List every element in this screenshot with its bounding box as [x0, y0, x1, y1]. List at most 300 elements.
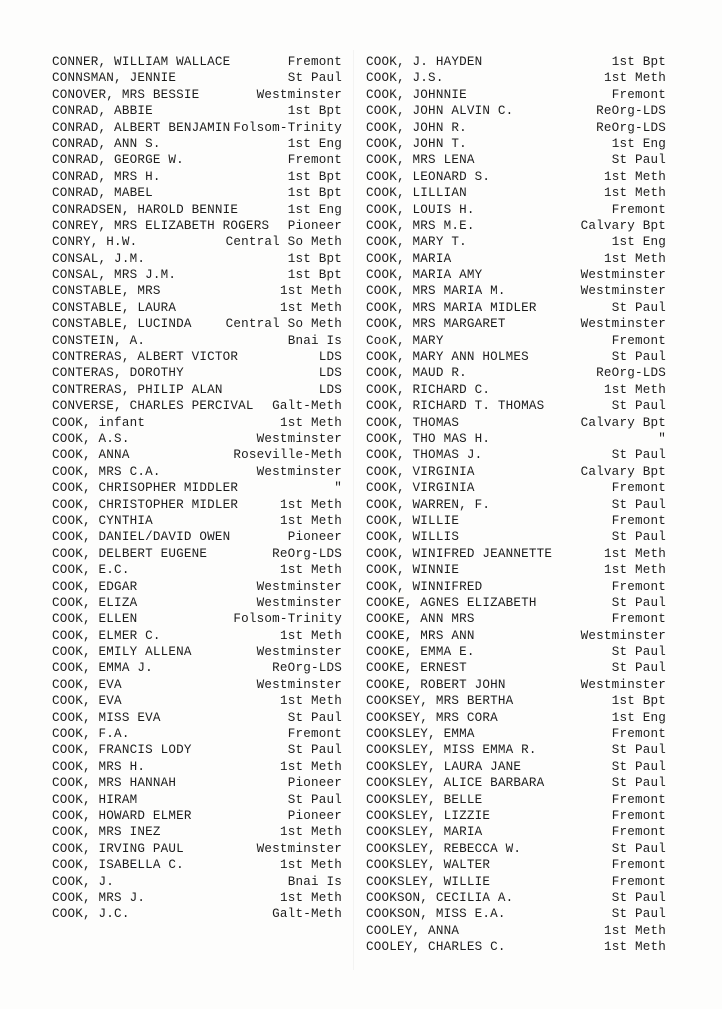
list-item	[366, 202, 666, 218]
list-item	[52, 890, 342, 906]
entry-church: ReOrg-LDS	[596, 104, 666, 119]
entry-name: COOK, JOHN ALVIN C.	[366, 104, 514, 119]
entry-name: COOK, VIRGINIA	[366, 481, 475, 496]
entry-name: COOK, MRS MARIA MIDLER	[366, 300, 537, 315]
list-item	[366, 677, 666, 693]
list-item	[52, 283, 342, 299]
entry-name: CONRAD, MABEL	[52, 186, 153, 201]
entry-church: St Paul	[611, 645, 666, 660]
entry-church: St Paul	[611, 890, 666, 905]
entry-name: COOK, VIRGINIA	[366, 464, 475, 479]
entry-name: COOK, MRS INEZ	[52, 825, 161, 840]
entry-church: 1st Bpt	[287, 169, 342, 184]
entry-church: 1st Eng	[287, 202, 342, 217]
entry-name: COOK, MRS H.	[52, 759, 146, 774]
list-item	[366, 283, 666, 299]
list-item	[366, 546, 666, 562]
entry-church: Fremont	[611, 858, 666, 873]
list-item	[366, 185, 666, 201]
entry-church: St Paul	[611, 350, 666, 365]
entry-church: 1st Meth	[603, 169, 666, 184]
entry-church: Pioneer	[287, 776, 342, 791]
entry-name: COOK, LILLIAN	[366, 186, 467, 201]
list-item	[366, 906, 666, 922]
entry-name: COOK, CYNTHIA	[52, 513, 153, 528]
entry-name: COOK, infant	[52, 415, 146, 430]
list-item	[366, 218, 666, 234]
entry-church: Westminster	[580, 628, 666, 643]
list-item	[366, 447, 666, 463]
list-item	[52, 431, 342, 447]
entry-name: COOK, WINNIFRED	[366, 579, 483, 594]
entry-name: COOKE, ROBERT JOHN	[366, 677, 506, 692]
list-item	[366, 120, 666, 136]
entry-name: COOK, FRANCIS LODY	[52, 743, 192, 758]
entry-name: COOKE, ERNEST	[366, 661, 467, 676]
entry-church: 1st Meth	[279, 563, 342, 578]
list-item	[52, 808, 342, 824]
entry-name: COOK, RICHARD T. THOMAS	[366, 399, 545, 414]
entry-church: Westminster	[256, 464, 342, 479]
list-item	[52, 611, 342, 627]
entry-church: St Paul	[611, 743, 666, 758]
entry-church: 1st Meth	[603, 186, 666, 201]
entry-name: CONRAD, MRS H.	[52, 169, 161, 184]
entry-church: LDS	[318, 350, 342, 365]
entry-church: Bnai Is	[287, 874, 342, 889]
entry-church: LDS	[318, 382, 342, 397]
entry-name: COOKSON, MISS E.A.	[366, 907, 506, 922]
list-item	[52, 267, 342, 283]
entry-church: 1st Meth	[279, 759, 342, 774]
list-item	[52, 120, 342, 136]
entry-name: COOK, EDGAR	[52, 579, 138, 594]
entry-name: COOK, WILLIS	[366, 530, 460, 545]
entry-name: COOK, RICHARD C.	[366, 382, 491, 397]
entry-church: "	[658, 431, 666, 446]
entry-name: COOK, MARY T.	[366, 235, 467, 250]
list-item	[366, 70, 666, 86]
entry-name: COOK, LEONARD S.	[366, 169, 491, 184]
entry-name: COOK, J.	[52, 874, 115, 889]
entry-church: 1st Meth	[603, 251, 666, 266]
entry-name: COOK, THO MAS H.	[366, 431, 491, 446]
list-item	[366, 660, 666, 676]
entry-church: 1st Bpt	[611, 55, 666, 69]
entry-name: CONRADSEN, HAROLD BENNIE	[52, 202, 239, 217]
entry-church: Westminster	[256, 579, 342, 594]
list-item	[366, 382, 666, 398]
list-item	[52, 447, 342, 463]
entry-name: COOKSON, CECILIA A.	[366, 890, 514, 905]
list-item	[52, 218, 342, 234]
entry-name: CONNSMAN, JENNIE	[52, 71, 177, 86]
entry-church: St Paul	[611, 661, 666, 676]
list-item	[52, 382, 342, 398]
entry-name: COOK, MARY ANN HOLMES	[366, 350, 529, 365]
list-item	[52, 497, 342, 513]
list-item	[52, 480, 342, 496]
list-item	[366, 267, 666, 283]
entry-church: Fremont	[611, 481, 666, 496]
entry-name: COOK, HOWARD ELMER	[52, 808, 192, 823]
entry-name: COOK, CHRISTOPHER MIDLER	[52, 497, 239, 512]
entry-name: COOKSLEY, LIZZIE	[366, 808, 491, 823]
entry-name: COOKE, EMMA E.	[366, 645, 475, 660]
entry-name: COOK, WILLIE	[366, 513, 460, 528]
entry-church: St Paul	[611, 759, 666, 774]
list-item	[366, 300, 666, 316]
entry-church: Westminster	[580, 268, 666, 283]
entry-name: COOKSLEY, ALICE BARBARA	[366, 776, 545, 791]
entry-church: 1st Meth	[279, 890, 342, 905]
entry-church: Fremont	[611, 825, 666, 840]
entry-name: COOK, MRS LENA	[366, 153, 475, 168]
entry-church: 1st Bpt	[287, 104, 342, 119]
entry-church: St Paul	[611, 153, 666, 168]
entry-name: COOK, MARIA AMY	[366, 268, 483, 283]
entry-name: COOKSLEY, EMMA	[366, 727, 475, 742]
entry-church: Fremont	[611, 727, 666, 742]
entry-church: 1st Eng	[287, 136, 342, 151]
list-item	[366, 513, 666, 529]
list-item	[366, 398, 666, 414]
list-item	[366, 874, 666, 890]
entry-name: CONTRERAS, ALBERT VICTOR	[52, 350, 239, 365]
list-item	[52, 644, 342, 660]
list-item	[366, 316, 666, 332]
entry-church: Fremont	[611, 333, 666, 348]
list-item	[366, 890, 666, 906]
entry-name: COOK, ANNA	[52, 448, 130, 463]
list-item	[366, 349, 666, 365]
list-item	[366, 497, 666, 513]
entry-name: COOK, JOHN R.	[366, 120, 467, 135]
list-item	[52, 775, 342, 791]
list-item	[52, 562, 342, 578]
entry-name: COOK, WINNIE	[366, 563, 460, 578]
list-item	[52, 792, 342, 808]
entry-name: COOK, JOHN T.	[366, 136, 467, 151]
list-item	[366, 841, 666, 857]
list-item	[52, 349, 342, 365]
entry-church: Calvary Bpt	[580, 464, 666, 479]
entry-church: Pioneer	[287, 218, 342, 233]
entry-church: Central So Meth	[225, 235, 342, 250]
list-item	[52, 595, 342, 611]
list-item	[366, 923, 666, 939]
entry-name: COOK, LOUIS H.	[366, 202, 475, 217]
entry-church: Fremont	[287, 153, 342, 168]
list-item	[52, 660, 342, 676]
entry-church: 1st Eng	[611, 235, 666, 250]
entry-church: St Paul	[611, 595, 666, 610]
entry-church: Fremont	[611, 87, 666, 102]
list-item	[366, 251, 666, 267]
entry-name: COOK, A.S.	[52, 431, 130, 446]
entry-name: COOK, MRS C.A.	[52, 464, 161, 479]
entry-name: COOK, EVA	[52, 694, 122, 709]
entry-church: 1st Meth	[279, 300, 342, 315]
entry-church: ReOrg-LDS	[596, 120, 666, 135]
entry-name: COOKSLEY, MARIA	[366, 825, 483, 840]
list-item	[52, 742, 342, 758]
list-item	[366, 54, 666, 70]
entry-church: St Paul	[287, 743, 342, 758]
entry-church: St Paul	[287, 710, 342, 725]
entry-church: St Paul	[611, 399, 666, 414]
entry-name: CONOVER, MRS BESSIE	[52, 87, 200, 102]
entry-church: 1st Meth	[603, 940, 666, 955]
entry-name: COOK, DANIEL/DAVID OWEN	[52, 530, 231, 545]
entry-church: Fremont	[611, 579, 666, 594]
list-item	[366, 628, 666, 644]
list-item	[52, 579, 342, 595]
list-item	[52, 234, 342, 250]
entry-name: CONRAD, ABBIE	[52, 104, 153, 119]
entry-name: COOK, MRS M.E.	[366, 218, 475, 233]
list-item	[52, 824, 342, 840]
list-item	[52, 103, 342, 119]
list-item	[366, 792, 666, 808]
list-item	[366, 726, 666, 742]
entry-church: St Paul	[611, 841, 666, 856]
entry-name: COOKE, AGNES ELIZABETH	[366, 595, 537, 610]
entry-church: Westminster	[256, 841, 342, 856]
entry-name: COOKSLEY, MISS EMMA R.	[366, 743, 537, 758]
right-column	[366, 54, 666, 955]
list-item	[366, 365, 666, 381]
entry-name: CONNER, WILLIAM WALLACE	[52, 55, 231, 69]
entry-church: 1st Meth	[279, 858, 342, 873]
list-item	[52, 70, 342, 86]
entry-church: St Paul	[611, 497, 666, 512]
list-item	[52, 202, 342, 218]
entry-church: Folsom-Trinity	[233, 120, 342, 135]
entry-church: 1st Eng	[611, 136, 666, 151]
entry-church: 1st Meth	[279, 497, 342, 512]
entry-name: CONRAD, ANN S.	[52, 136, 161, 151]
entry-name: COOK, CHRISOPHER MIDDLER	[52, 481, 239, 496]
list-item	[52, 906, 342, 922]
entry-church: 1st Meth	[279, 513, 342, 528]
entry-name: COOK, DELBERT EUGENE	[52, 546, 208, 561]
entry-name: COOK, J.S.	[366, 71, 444, 86]
entry-church: Folsom-Trinity	[233, 612, 342, 627]
list-item	[52, 513, 342, 529]
list-item	[366, 808, 666, 824]
entry-church: Fremont	[611, 792, 666, 807]
entry-name: CONVERSE, CHARLES PERCIVAL	[52, 399, 254, 414]
list-item	[52, 841, 342, 857]
list-item	[366, 611, 666, 627]
entry-church: 1st Meth	[279, 825, 342, 840]
entry-name: COOK, MRS MARGARET	[366, 317, 506, 332]
entry-name: COOK, ELLEN	[52, 612, 138, 627]
entry-church: Fremont	[611, 808, 666, 823]
list-item	[52, 464, 342, 480]
entry-church: Fremont	[287, 727, 342, 742]
list-item	[366, 431, 666, 447]
list-item	[366, 693, 666, 709]
entry-church: Westminster	[580, 677, 666, 692]
entry-church: Bnai Is	[287, 333, 342, 348]
list-item	[52, 857, 342, 873]
list-item	[52, 759, 342, 775]
list-item	[366, 234, 666, 250]
list-item	[366, 579, 666, 595]
entry-name: COOKSEY, MRS BERTHA	[366, 694, 514, 709]
entry-church: Galt-Meth	[272, 399, 342, 414]
entry-church: Roseville-Meth	[233, 448, 342, 463]
left-column	[52, 54, 342, 923]
entry-church: 1st Meth	[279, 628, 342, 643]
list-item	[366, 710, 666, 726]
entry-church: Calvary Bpt	[580, 415, 666, 430]
entry-name: CONSAL, J.M.	[52, 251, 146, 266]
entry-church: St Paul	[611, 907, 666, 922]
entry-name: CONSTABLE, LUCINDA	[52, 317, 192, 332]
entry-name: CONSTABLE, LAURA	[52, 300, 177, 315]
entry-church: Westminster	[256, 595, 342, 610]
entry-church: "	[334, 481, 342, 496]
entry-church: St Paul	[611, 300, 666, 315]
list-item	[52, 169, 342, 185]
entry-church: St Paul	[611, 530, 666, 545]
list-item	[52, 398, 342, 414]
list-item	[366, 87, 666, 103]
entry-name: COOKE, ANN MRS	[366, 612, 475, 627]
entry-church: 1st Eng	[611, 710, 666, 725]
entry-church: 1st Meth	[279, 284, 342, 299]
list-item	[52, 726, 342, 742]
column-gutter	[353, 50, 354, 970]
list-item	[52, 365, 342, 381]
list-item	[366, 759, 666, 775]
list-item	[366, 169, 666, 185]
entry-church: St Paul	[287, 792, 342, 807]
entry-name: COOLEY, CHARLES C.	[366, 940, 506, 955]
list-item	[366, 103, 666, 119]
list-item	[366, 152, 666, 168]
entry-name: COOK, ISABELLA C.	[52, 858, 184, 873]
list-item	[52, 185, 342, 201]
list-item	[366, 742, 666, 758]
entry-church: Fremont	[611, 612, 666, 627]
entry-name: COOK, EVA	[52, 677, 122, 692]
list-item	[52, 677, 342, 693]
entry-name: COOK, WARREN, F.	[366, 497, 491, 512]
list-item	[366, 529, 666, 545]
list-item	[52, 152, 342, 168]
entry-name: COOK, MARIA	[366, 251, 452, 266]
entry-church: Central So Meth	[225, 317, 342, 332]
entry-name: CONREY, MRS ELIZABETH ROGERS	[52, 218, 270, 233]
entry-church: Pioneer	[287, 530, 342, 545]
entry-church: 1st Bpt	[611, 694, 666, 709]
list-item	[52, 710, 342, 726]
list-item	[366, 136, 666, 152]
entry-church: 1st Meth	[279, 694, 342, 709]
entry-church: Westminster	[580, 317, 666, 332]
entry-name: COOKSLEY, BELLE	[366, 792, 483, 807]
list-item	[52, 300, 342, 316]
list-item	[366, 480, 666, 496]
entry-church: Westminster	[256, 431, 342, 446]
entry-church: Westminster	[256, 677, 342, 692]
list-item	[52, 136, 342, 152]
entry-church: Westminster	[580, 284, 666, 299]
entry-church: LDS	[318, 366, 342, 381]
list-item	[52, 316, 342, 332]
entry-name: COOK, EMMA J.	[52, 661, 153, 676]
entry-church: Westminster	[256, 87, 342, 102]
entry-name: CONTERAS, DOROTHY	[52, 366, 184, 381]
list-item	[52, 415, 342, 431]
entry-name: CONSTEIN, A.	[52, 333, 146, 348]
entry-name: COOK, HIRAM	[52, 792, 138, 807]
list-item	[52, 693, 342, 709]
list-item	[52, 546, 342, 562]
entry-church: ReOrg-LDS	[596, 366, 666, 381]
entry-church: 1st Bpt	[287, 268, 342, 283]
entry-name: COOK, WINIFRED JEANNETTE	[366, 546, 553, 561]
entry-church: 1st Meth	[603, 923, 666, 938]
list-item	[366, 333, 666, 349]
entry-church: Fremont	[611, 874, 666, 889]
entry-name: COOK, ELMER C.	[52, 628, 161, 643]
entry-name: COOK, EMILY ALLENA	[52, 645, 192, 660]
entry-name: COOK, F.A.	[52, 727, 130, 742]
entry-church: Westminster	[256, 645, 342, 660]
entry-name: COOK, THOMAS	[366, 415, 460, 430]
entry-name: COOK, J.C.	[52, 907, 130, 922]
entry-name: COOK, MRS J.	[52, 890, 146, 905]
list-item	[366, 562, 666, 578]
entry-name: COOK, MRS MARIA M.	[366, 284, 506, 299]
entry-name: COOK, JOHNNIE	[366, 87, 467, 102]
entry-church: Calvary Bpt	[580, 218, 666, 233]
entry-name: COOK, MAUD R.	[366, 366, 467, 381]
entry-church: 1st Bpt	[287, 186, 342, 201]
entry-church: Galt-Meth	[272, 907, 342, 922]
entry-church: Fremont	[287, 55, 342, 69]
entry-church: St Paul	[287, 71, 342, 86]
list-item	[366, 824, 666, 840]
list-item	[366, 775, 666, 791]
entry-church: 1st Meth	[279, 415, 342, 430]
entry-name: CONRAD, GEORGE W.	[52, 153, 184, 168]
entry-name: COOK, J. HAYDEN	[366, 55, 483, 69]
entry-name: CONRAD, ALBERT BENJAMIN	[52, 120, 231, 135]
entry-church: 1st Meth	[603, 382, 666, 397]
entry-name: COOK, IRVING PAUL	[52, 841, 184, 856]
list-item	[52, 251, 342, 267]
entry-church: 1st Meth	[603, 546, 666, 561]
entry-church: ReOrg-LDS	[272, 661, 342, 676]
list-item	[52, 628, 342, 644]
entry-name: COOK, MRS HANNAH	[52, 776, 177, 791]
entry-church: St Paul	[611, 776, 666, 791]
list-item	[366, 415, 666, 431]
list-item	[52, 529, 342, 545]
list-item	[366, 595, 666, 611]
list-item	[52, 333, 342, 349]
entry-name: CONSTABLE, MRS	[52, 284, 161, 299]
list-item	[366, 857, 666, 873]
entry-name: CooK, MARY	[366, 333, 444, 348]
entry-name: COOKSLEY, LAURA JANE	[366, 759, 522, 774]
